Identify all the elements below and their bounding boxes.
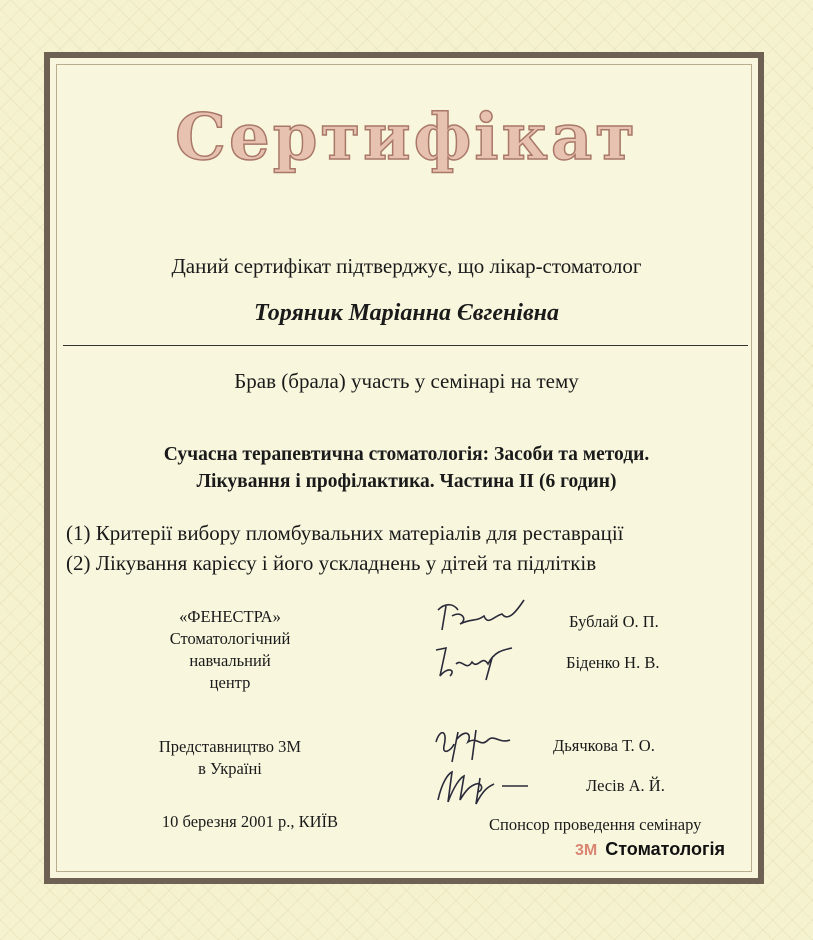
representative-block xyxy=(120,736,340,780)
list-item: (2) Лікування карієсу і його ускладнень у дітей та підлітків xyxy=(66,551,597,575)
list-item: (1) Критерії вибору пломбувальних матеріалів для реставрації xyxy=(66,521,624,545)
signature-2 xyxy=(432,640,522,682)
recipient-name: Торяник Маріанна Євгенівна xyxy=(253,300,560,326)
seminar-items xyxy=(66,518,624,578)
signatory-name: Біденко Н. В. xyxy=(566,653,660,672)
representative-line: в Україні xyxy=(198,759,262,778)
sponsor-brand: Стоматологія xyxy=(605,839,725,859)
signatory-name: Лесів А. Й. xyxy=(586,776,665,795)
organizer-line: навчальний xyxy=(189,651,271,670)
3m-logo-icon: 3M xyxy=(575,842,598,859)
organizer-name: «ФЕНЕСТРА» xyxy=(179,607,281,626)
signature-4 xyxy=(432,764,532,808)
divider xyxy=(63,345,748,346)
topic-line-1: Сучасна терапевтична стоматологія: Засоби та методи. xyxy=(163,444,650,465)
organizer-line: Стоматологічний xyxy=(169,629,291,648)
seminar-topic xyxy=(0,441,813,495)
organizer-block xyxy=(130,606,330,694)
signatory-name: Дьячкова Т. О. xyxy=(553,736,655,755)
signatory-name: Бублай О. П. xyxy=(569,612,659,631)
organizer-line: центр xyxy=(209,673,251,692)
date-place: 10 березня 2001 р., КИЇВ xyxy=(161,812,339,831)
sponsor-label: Спонсор проведення семінару xyxy=(489,815,702,834)
representative-line: Представництво 3М xyxy=(158,737,302,756)
certificate-title: Сертифікат xyxy=(175,100,638,175)
signature-3 xyxy=(432,722,517,764)
intro-text: Даний сертифікат підтверджує, що лікар-стоматолог xyxy=(171,254,642,278)
signature-1 xyxy=(432,596,527,636)
topic-line-2: Лікування і профілактика. Частина II (6 годин) xyxy=(196,471,617,492)
sponsor-logo xyxy=(575,839,725,860)
participation-text: Брав (брала) участь у семінарі на тему xyxy=(234,369,579,393)
